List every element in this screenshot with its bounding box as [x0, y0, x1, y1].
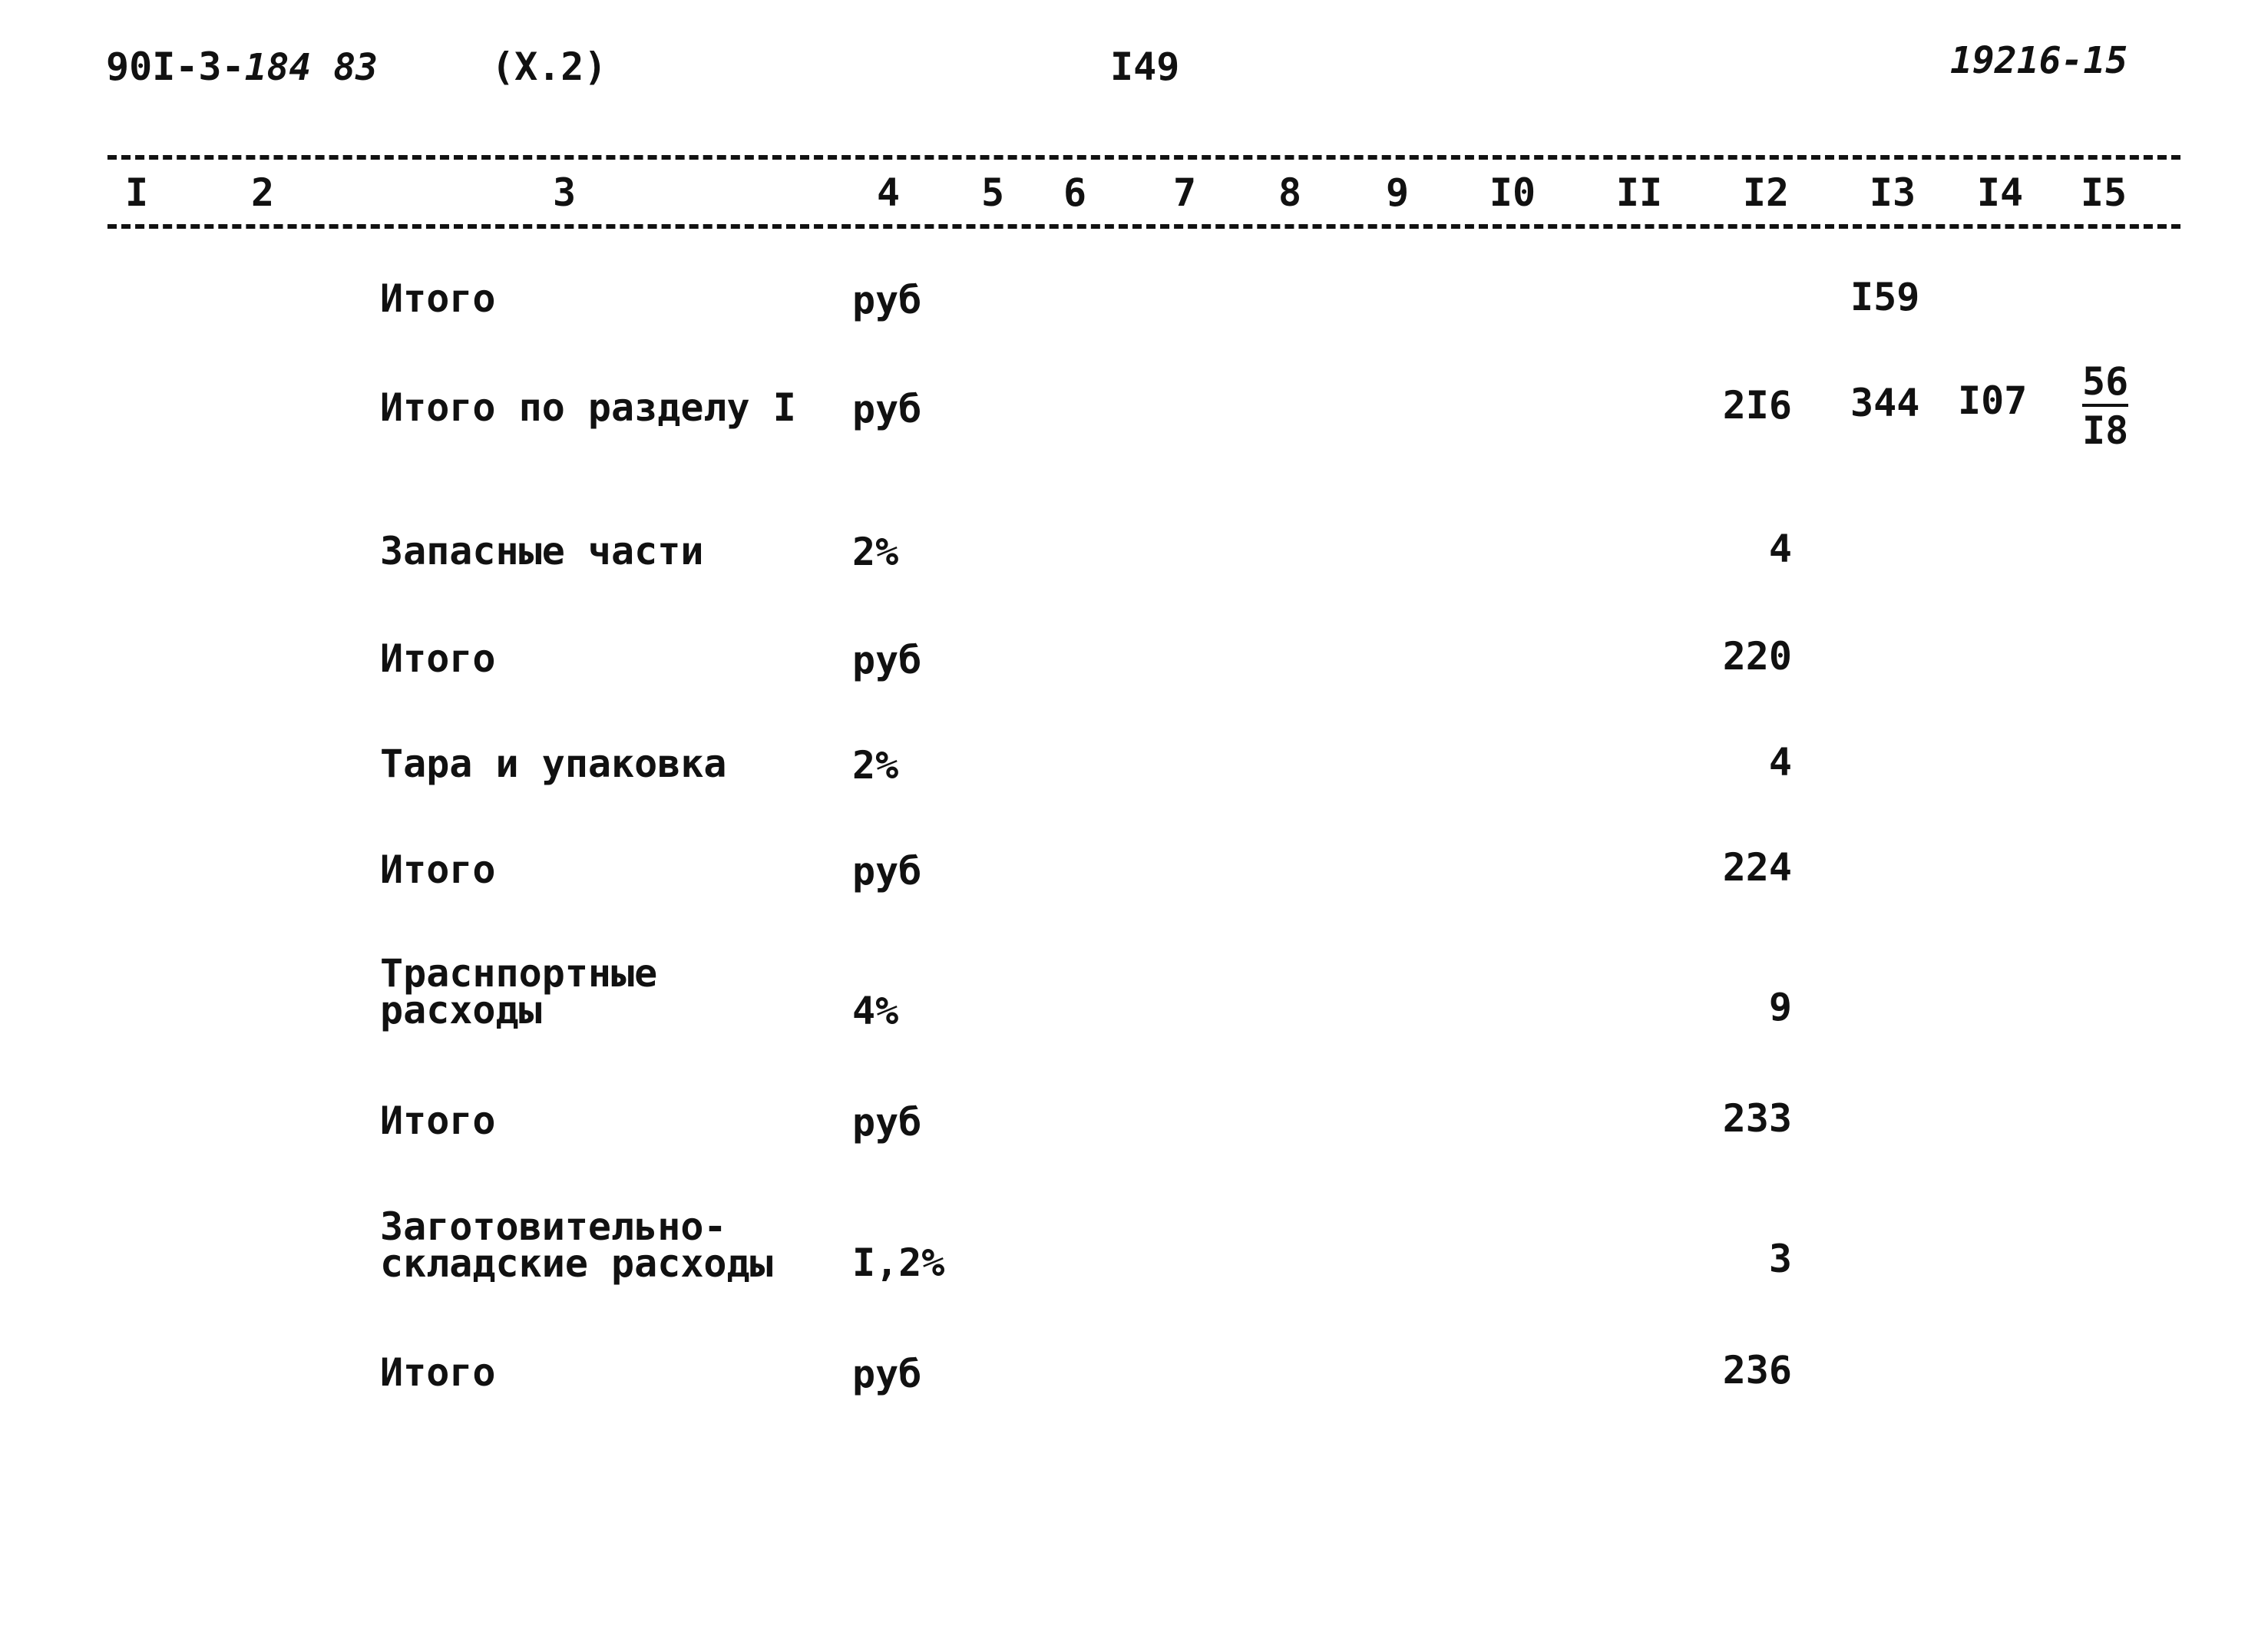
- section-code: (X.2): [491, 45, 607, 89]
- fraction-numerator: 56: [2082, 362, 2128, 407]
- row-label: Итого: [380, 276, 496, 321]
- row-value-col15-fraction: [2082, 359, 2129, 453]
- row-value-col12: 4: [1768, 740, 1792, 785]
- header-bottom-rule: [107, 224, 2180, 229]
- document-code-prefix: 90I-3-: [106, 45, 245, 89]
- row-label: Запасные части: [380, 529, 704, 573]
- row-value-col12: 236: [1722, 1348, 1792, 1392]
- row-value-col12: 233: [1722, 1096, 1792, 1141]
- row-value-col12: 3: [1768, 1237, 1792, 1281]
- row-unit: руб: [852, 387, 922, 431]
- row-label: Итого: [380, 847, 496, 892]
- row-label: Итого по разделу I: [380, 385, 796, 430]
- row-label: Итого: [380, 1098, 496, 1143]
- row-label: Траснпортные расходы: [380, 951, 658, 1032]
- document-code-handwritten: 184 83: [244, 46, 379, 89]
- row-label: Заготовительно- складские расходы: [380, 1204, 773, 1286]
- row-unit: руб: [852, 1100, 922, 1145]
- row-label: Итого: [380, 636, 496, 681]
- row-unit: руб: [852, 1352, 922, 1396]
- row-unit: 2%: [852, 530, 899, 574]
- row-value-col12: 9: [1768, 985, 1792, 1029]
- row-value-col12: 2I6: [1722, 383, 1792, 428]
- row-value-col13: 344: [1850, 381, 1920, 425]
- row-unit: I,2%: [852, 1241, 945, 1285]
- row-unit: руб: [852, 638, 922, 682]
- row-unit: руб: [852, 849, 922, 894]
- row-label: Итого: [380, 1350, 496, 1395]
- row-unit: 4%: [852, 989, 899, 1033]
- document-code: [106, 45, 379, 89]
- fraction-denominator: I8: [2082, 408, 2129, 453]
- row-value-col12: 224: [1722, 845, 1792, 890]
- archive-number: 19216-15: [1950, 39, 2128, 82]
- row-unit: руб: [852, 278, 922, 322]
- row-value-col14: I07: [1958, 378, 2028, 423]
- header-top-rule: [107, 155, 2180, 160]
- row-unit: 2%: [852, 743, 899, 788]
- row-value-col13: I59: [1850, 275, 1920, 319]
- row-value-col12: 4: [1768, 527, 1792, 571]
- row-label: Тара и упаковка: [380, 742, 727, 786]
- page-number: I49: [1110, 45, 1180, 89]
- row-value-col12: 220: [1722, 634, 1792, 679]
